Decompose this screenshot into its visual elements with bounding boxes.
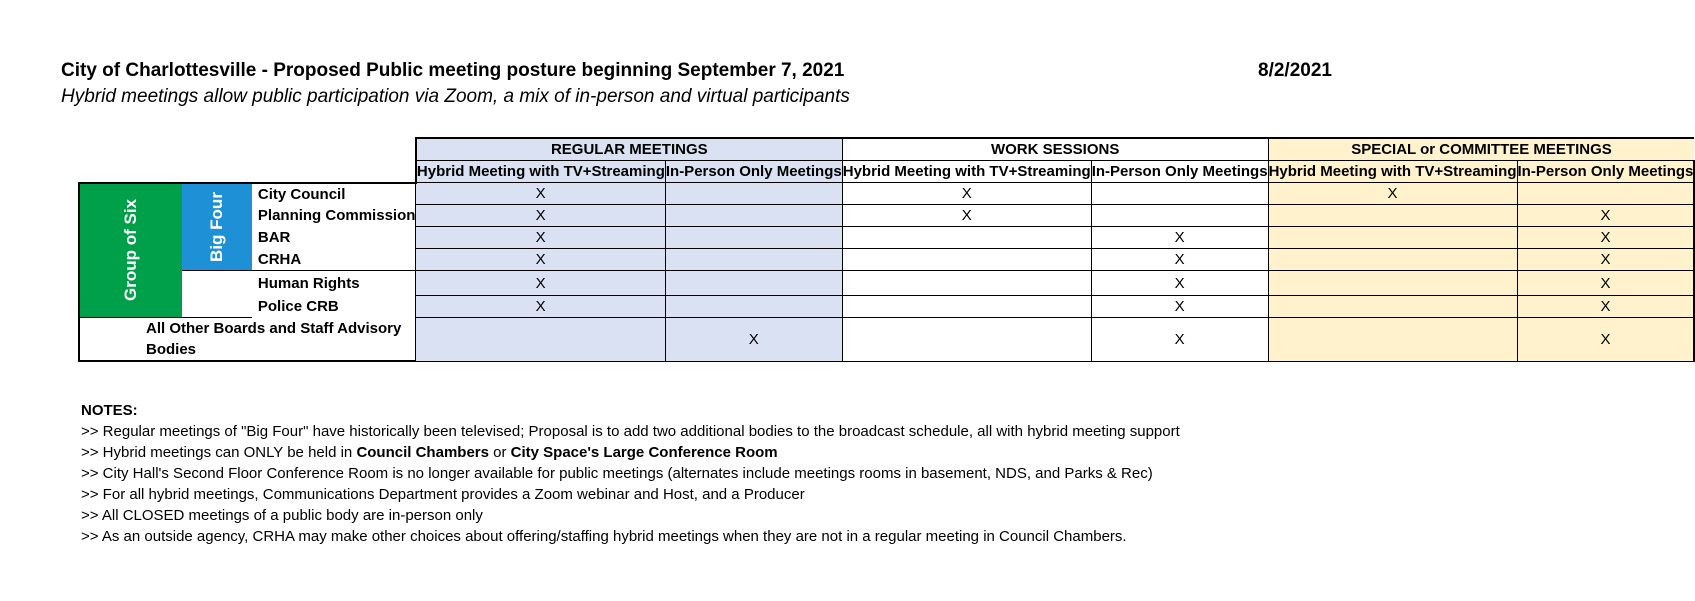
cell [665,183,842,205]
table-row [79,296,1694,318]
cell: X [1091,296,1268,318]
row-name: City Council [252,183,416,205]
row-name: BAR [252,227,416,249]
document-date: 8/2/2021 [1258,60,1332,81]
cell: X [1517,249,1694,271]
column-header: Hybrid Meeting with TV+Streaming [842,161,1091,183]
cell: X [1091,249,1268,271]
table-row [79,249,1694,271]
table-row [79,318,1694,362]
cell [842,318,1091,362]
cell: X [665,318,842,362]
cell [1517,183,1694,205]
group-header-work: WORK SESSIONS [842,138,1268,161]
cell [665,205,842,227]
group-of-six-label: Group of Six [79,183,182,318]
cell [416,318,665,362]
cell: X [1517,296,1694,318]
cell: X [1091,227,1268,249]
table-row [79,183,1694,205]
row-name: Human Rights [252,271,416,296]
cell: X [416,227,665,249]
cell: X [842,205,1091,227]
cell: X [1517,318,1694,362]
row-name: Police CRB [252,296,416,318]
note-line: >> City Hall's Second Floor Conference Room is no longer available for public meetings (alternates include meetings rooms in basement, NDS, and Parks & Rec) [81,465,1153,482]
cell: X [416,205,665,227]
group-header-special: SPECIAL or COMMITTEE MEETINGS [1268,138,1694,161]
cell [665,249,842,271]
cell [1091,205,1268,227]
cell: X [1517,205,1694,227]
cell [842,271,1091,296]
cell: X [416,296,665,318]
notes-heading: NOTES: [81,402,138,419]
cell: X [1091,271,1268,296]
cell [1268,205,1517,227]
cell [1268,227,1517,249]
cell: X [1091,318,1268,362]
group-header-regular: REGULAR MEETINGS [416,138,842,161]
page-title: City of Charlottesville - Proposed Public meeting posture beginning September 7, 2021 [61,60,845,81]
column-header: In-Person Only Meetings [665,161,842,183]
cell [842,227,1091,249]
table-row [79,205,1694,227]
cell [1268,318,1517,362]
cell [842,249,1091,271]
group-header-row [79,138,1694,161]
cell [665,271,842,296]
cell [665,296,842,318]
cell: X [842,183,1091,205]
row-name: CRHA [252,249,416,271]
table-row [79,227,1694,249]
cell [1091,183,1268,205]
cell [1268,249,1517,271]
note-line: >> Regular meetings of "Big Four" have historically been televised; Proposal is to add two additional bodies to the broadcast schedule, all with hybrid meeting support [81,423,1180,440]
row-name: All Other Boards and Staff Advisory Bodies [79,318,416,362]
cell: X [1517,271,1694,296]
cell: X [416,249,665,271]
cell: X [1517,227,1694,249]
note-line: >> Hybrid meetings can ONLY be held in Council Chambers or City Space's Large Conference Room [81,444,778,461]
column-header: Hybrid Meeting with TV+Streaming [1268,161,1517,183]
notes-section [81,400,1180,547]
row-name: Planning Commission [252,205,416,227]
column-header-row [79,161,1694,183]
meeting-posture-table [78,137,1695,362]
cell [1268,271,1517,296]
column-header: Hybrid Meeting with TV+Streaming [416,161,665,183]
table-row [79,271,1694,296]
cell: X [416,271,665,296]
note-line: >> As an outside agency, CRHA may make other choices about offering/staffing hybrid meetings when they are not in a regular meeting in Council Chambers. [81,528,1127,545]
note-line: >> For all hybrid meetings, Communications Department provides a Zoom webinar and Host, and a Producer [81,486,805,503]
cell [665,227,842,249]
cell: X [416,183,665,205]
cell: X [1268,183,1517,205]
note-line: >> All CLOSED meetings of a public body are in-person only [81,507,483,524]
page-subtitle: Hybrid meetings allow public participation via Zoom, a mix of in-person and virtual participants [61,86,850,107]
cell [1268,296,1517,318]
big-four-label: Big Four [182,183,252,271]
cell [842,296,1091,318]
column-header: In-Person Only Meetings [1517,161,1694,183]
column-header: In-Person Only Meetings [1091,161,1268,183]
